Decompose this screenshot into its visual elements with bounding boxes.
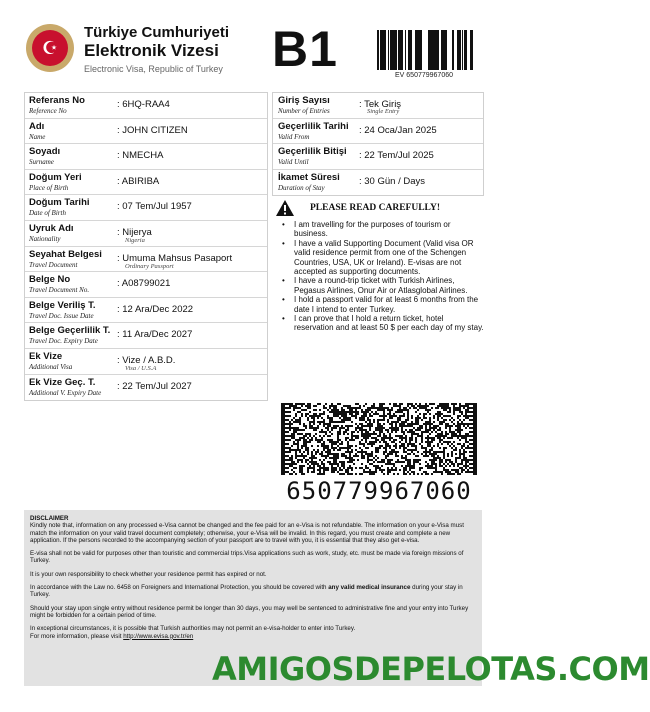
disclaimer-paragraph-1: Kindly note that, information on any processed e-Visa cannot be changed and the fee paid for an e-Visa is not refundable. The information on your e-Visa must match the information on your valid travel document completely; otherwise, your e-Visa will be invalid. In this regard, you must create and complete a new application. If the persons recorded to the accompanying section of your passport are to travel with you, it is essential that they also get e-visa.	[30, 522, 464, 544]
field-value: : 22 Tem/Jul 2027	[117, 380, 192, 392]
field-label: Geçerlilik Bitişi	[278, 146, 347, 157]
disclaimer-paragraph-6b	[30, 633, 476, 640]
disclaimer-p4-tail: during your stay in Turkey.	[30, 584, 463, 599]
crescent-star-icon: ☪	[32, 30, 68, 66]
field-label: İkamet Süresi	[278, 171, 340, 183]
field-label-english: Additional V. Expiry Date	[29, 388, 102, 397]
field-row	[25, 272, 267, 298]
top-barcode	[376, 30, 472, 70]
field-row	[25, 170, 267, 196]
field-value: : Nijerya	[117, 226, 152, 238]
field-label-english: Travel Doc. Expiry Date	[29, 337, 98, 346]
watermark-text: AMIGOSDEPELOTAS.COM	[212, 650, 650, 688]
field-label-english: Reference No	[29, 107, 67, 115]
disclaimer-paragraph-5: Should your stay upon single entry without residence permit be longer than 30 days, you may well be sentenced to administrative fine and your entry into Turkey might be forbidden for a certain period of time.	[30, 604, 469, 619]
field-label-english: Duration of Stay	[278, 183, 325, 192]
field-value: : JOHN CITIZEN	[117, 124, 188, 136]
field-label-english: Valid Until	[278, 158, 309, 166]
field-label-english: Travel Document No.	[29, 286, 90, 295]
field-row	[25, 221, 267, 247]
disclaimer-paragraph-3: It is your own responsibility to check whether your residence permit has expired or not.	[30, 570, 267, 578]
header-subtitle: Electronic Visa, Republic of Turkey	[84, 64, 223, 74]
field-label-english: Additional Visa	[29, 362, 73, 371]
field-label-english: Name	[29, 132, 46, 141]
header-title-line2: Elektronik Vizesi	[84, 41, 219, 60]
field-label: Belge Veriliş T.	[29, 299, 96, 311]
more-info-text: For more information, please visit	[30, 632, 124, 640]
field-label: Belge Geçerlilik T.	[29, 325, 111, 337]
field-label: Ek Vize	[29, 350, 63, 362]
field-row	[25, 144, 267, 170]
field-label-english: Date of Birth	[29, 209, 66, 218]
field-label: Doğum Yeri	[29, 171, 82, 183]
top-barcode-label: EV 650779967060	[395, 72, 453, 79]
2d-barcode	[281, 403, 477, 475]
field-row	[273, 170, 483, 196]
field-label: Belge No	[29, 274, 71, 286]
field-label: Giriş Sayısı	[278, 95, 330, 106]
field-row	[273, 144, 483, 170]
field-value-english: Ordinary Passport	[125, 262, 174, 270]
field-row	[25, 93, 267, 119]
field-label: Adı	[29, 120, 45, 132]
field-label-english: Valid From	[278, 132, 310, 141]
disclaimer-paragraph-6a: In exceptional circumstances, it is possible that Turkish authorities may not permit an e-visa-holder to enter into Turkey.	[30, 625, 356, 633]
field-label-english: Travel Document	[29, 260, 78, 269]
field-value-english: Nigeria	[125, 236, 145, 244]
field-label-english: Number of Entries	[278, 107, 330, 115]
field-value-english: Visa / U.S.A	[125, 364, 157, 372]
barcode-number: 650779967060	[286, 477, 472, 505]
field-row	[25, 349, 267, 375]
condition-item: • I have a round-trip ticket with Turkish Airlines, Pegasus Airlines, Onur Air or Atlasglobal Airlines.	[280, 276, 484, 295]
field-label: Seyahat Belgesi	[29, 248, 102, 260]
conditions-list	[280, 220, 484, 333]
field-label: Geçerlilik Tarihi	[278, 120, 349, 132]
field-value: : Tek Giriş	[359, 99, 402, 110]
field-row	[25, 298, 267, 324]
field-label: Doğum Tarihi	[29, 197, 90, 209]
field-value: : 6HQ-RAA4	[117, 99, 170, 110]
field-label-english: Place of Birth	[29, 183, 69, 192]
disclaimer-paragraph-2: E-visa shall not be valid for purposes other than touristic and commercial trips.Visa applications such as work, study, etc. must be made via foreign missions of Turkey.	[30, 550, 464, 565]
condition-item: • I am travelling for the purposes of tourism or business.	[280, 220, 484, 239]
condition-item: • I have a valid Supporting Document (Valid visa OR valid residence permit from one of the Schengen Countries, USA, UK or Ireland). E-visas are not accepted as supporting documents.	[280, 239, 484, 277]
field-label-english: Surname	[29, 158, 54, 167]
field-value: : 11 Ara/Dec 2027	[117, 329, 193, 341]
field-value: : 12 Ara/Dec 2022	[117, 303, 194, 315]
field-value: : 07 Tem/Jul 1957	[117, 201, 192, 213]
notice-heading: PLEASE READ CAREFULLY!	[310, 203, 441, 213]
evisa-link[interactable]: http://www.evisa.gov.tr/en	[123, 632, 194, 640]
field-value: : Umuma Mahsus Pasaport	[117, 252, 233, 264]
disclaimer-title: DISCLAIMER	[30, 515, 69, 522]
condition-item: • I hold a passport valid for at least 6 months from the date I intend to enter Turkey.	[280, 295, 484, 314]
field-value-english: Single Entry	[367, 108, 400, 115]
field-label: Ek Vize Geç. T.	[29, 376, 96, 388]
field-row	[25, 119, 267, 145]
field-value: : NMECHA	[117, 150, 164, 162]
field-label: Referans No	[29, 95, 85, 106]
warning-icon	[276, 200, 294, 216]
field-value: : 30 Gün / Days	[359, 175, 426, 187]
field-label: Uyruk Adı	[29, 222, 74, 234]
field-value: : 24 Oca/Jan 2025	[359, 124, 437, 136]
field-row	[25, 195, 267, 221]
condition-item: • I can prove that I hold a return ticket, hotel reservation and at least 50 $ per each day of my stay.	[280, 314, 484, 333]
field-value: : ABIRIBA	[117, 175, 160, 187]
field-row	[25, 247, 267, 273]
field-label: Soyadı	[29, 146, 61, 158]
field-value: : Vize / A.B.D.	[117, 354, 176, 366]
medical-insurance-emphasis: any valid medical insurance	[328, 584, 411, 592]
field-row	[273, 93, 483, 119]
field-value: : A08799021	[117, 278, 171, 290]
header-title-line1: Türkiye Cumhuriyeti	[84, 24, 230, 41]
field-label-english: Travel Doc. Issue Date	[29, 311, 94, 320]
field-value: : 22 Tem/Jul 2025	[359, 150, 434, 161]
applicant-info-table	[24, 92, 268, 401]
disclaimer-p4-text: In accordance with the Law no. 6458 on Foreigners and International Protection, you should be covered with	[30, 584, 329, 592]
field-row	[25, 323, 267, 349]
disclaimer-paragraph-4	[30, 584, 476, 599]
field-label-english: Nationality	[29, 234, 61, 243]
visa-details-table	[272, 92, 484, 196]
field-row	[273, 119, 483, 145]
field-row	[25, 375, 267, 401]
visa-type-code: B1	[272, 21, 338, 77]
republic-seal-icon	[26, 24, 74, 72]
